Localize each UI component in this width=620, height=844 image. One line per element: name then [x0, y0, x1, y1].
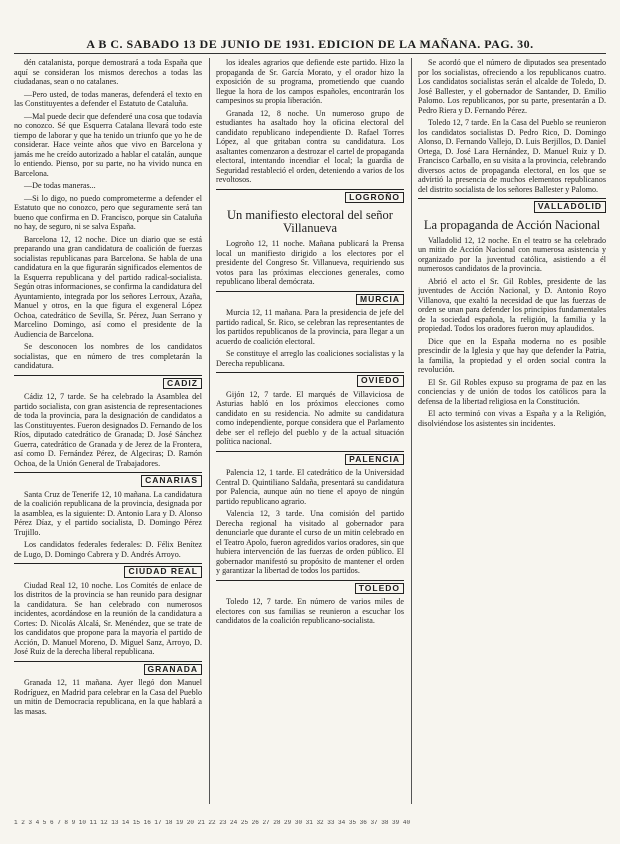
article-paragraph: —Mal puede decir que defenderé una cosa que todavía no conozco. Sé que Esquerra Catalana llevará todo este tiempo de laborar y que ha tenido un triunfo que yo he de considerar. Hace veinte años que vivo en Barcelona y jamás me he creído autorizado a hablar el catalán, aunque lo entiendo. Pienso, por su parte, no ha vivido nunca en Barcelona.: [14, 111, 202, 178]
section-label: GRANADA: [144, 664, 202, 676]
article-paragraph: —Si lo digo, no puedo comprometerme a defender el Estatuto que no conozco, pero que seguramente será tan bueno que confirma en D. Francisco, porque sin Cataluña no hay, de seguro, ni se salva España.: [14, 193, 202, 231]
article-paragraph: Valencia 12, 3 tarde. Una comisión del partido Derecha regional ha visitado al gobernador para denunciarle que durante el curso de un mitin celebrado en el Teatro Apolo, fueron agredidos varios oradores, sin que hubiera intervención de las fuerzas de orden público. El gobernador manifestó su propósito de mantener el orden y garantizar la libertad de todos los partidos.: [216, 509, 404, 575]
article-paragraph: Granada 12, 11 mañana. Ayer llegó don Manuel Rodríguez, en Madrid para celebrar en la Casa del Pueblo un mitin de Democracia republicana, en la que hablará a las masas.: [14, 678, 202, 716]
article-paragraph: Dice que en la España moderna no es posible prescindir de la Iglesia y que hay que defender la Patria, la familia, la propiedad y el orden social contra la revolución.: [418, 336, 606, 374]
footer-strip: 1 2 3 4 5 6 7 8 9 10 11 12 13 14 15 16 17 18 19 20 21 22 23 24 25 26 27 28 29 30 31 32 33 34 35 36 37 38 39 40: [14, 820, 411, 826]
article-paragraph: Cádiz 12, 7 tarde. Se ha celebrado la Asamblea del partido socialista, con gran asistencia de representaciones de toda la provincia, para la designación de candidatos a las Constituyentes. Fueron designados D. Fernando de los Ríos, diputado catedrático de Granada; D. José Sánchez Guerra, catedrático de Granada y de Jerez de la Frontera, así como D. Fernández Pérez, de Algeciras; D. Ramón Ochoa, de la Unión General de Trabajadores.: [14, 392, 202, 468]
section-label: LOGROÑO: [345, 192, 404, 204]
article-paragraph: Barcelona 12, 12 noche. Dice un diario que se está preparando una gran candidatura de coalición de fuerzas socialistas republicanas para Barcelona. Se habla de una candidatura en la que figurarán significados elementos de la Esquerra republicana y del partido radical-socialista. Según otras informaciones, se confirma la candidatura del Ayuntamiento, integrada por los señores Lerroux, Azaña, Manuel y otros, en la que figura el exgeneral López Ochoa, catedrático de Sevilla, Sr. Pérez, Juan Serrano y Marcelino Domingo, así como el presidente de la Audiencia de Barcelona.: [14, 234, 202, 339]
column-1: [14, 58, 202, 804]
page-header: A B C. SABADO 13 DE JUNIO DE 1931. EDICION DE LA MAÑANA. PAG. 30.: [86, 37, 534, 51]
article-paragraph: Abrió el acto el Sr. Gil Robles, presidente de las juventudes de Acción Nacional, y D. Antonio Royo Villanova, que exaltó la necesidad de que las fuerzas de orden se unan para defender los principios fundamentales de la sociedad española, la religión, la familia y la propiedad. Todos los oradores fueron muy aplaudidos.: [418, 276, 606, 333]
article-paragraph: Palencia 12, 1 tarde. El catedrático de la Universidad Central D. Quintiliano Saldaña, presentará su candidatura por Palencia, aunque aún no tiene el apoyo de ningún partido republicano agrario.: [216, 468, 404, 506]
article-paragraph: Murcia 12, 11 mañana. Para la presidencia de jefe del partido radical, Sr. Rico, se celebran las representantes de los partidos republicanos de la provincia, para llegar a un acuerdo de coalición electoral.: [216, 308, 404, 346]
section-label: MURCIA: [356, 294, 404, 306]
section-heading: [14, 563, 202, 578]
article-headline: Un manifiesto electoral del señor Villanueva: [227, 208, 393, 235]
article-paragraph: —Pero usted, de todas maneras, defenderá el texto en las Constituyentes a defender el Estatuto de Cataluña.: [14, 89, 202, 108]
article-paragraph: Toledo 12, 7 tarde. En número de varios miles de electores con sus familias se reunieron a escuchar los candidatos de la coalición republicano-socialista.: [216, 597, 404, 625]
column-3: [418, 58, 606, 804]
section-heading: [216, 580, 404, 595]
section-heading: [14, 375, 202, 390]
article-paragraph: Gijón 12, 7 tarde. El marqués de Villaviciosa de Asturias habló en los próximos elecciones como candidato en su residencia. No admite su candidatura como independiente, porque considera que el Parlamento debe ser el reflejo del pueblo y de la actual situación política nacional.: [216, 389, 404, 446]
article-paragraph: —De todas maneras...: [24, 181, 96, 190]
article-paragraph: Se constituye el arreglo las coaliciones socialistas y la Derecha republicana.: [216, 349, 404, 368]
article-paragraph: Toledo 12, 7 tarde. En la Casa del Pueblo se reunieron los candidatos socialistas D. Pedro Rico, D. Domingo Alonso, D. Fernando Vallejo, D. Luis Berjillos, D. Daniel Ortega, D. José Lara Hernández, D. Manuel Ruiz y D. Francisco Carballo, en su visita a la provincia, celebrando diversos actos de propaganda electoral, en los que se advirtió la presencia de muchos elementos republicanos del distrito socialista de los señores Ballester y Palomo.: [418, 118, 606, 194]
article-paragraph: Los candidatos federales federales: D. Félix Benítez de Lugo, D. Domingo Cabrera y D. Andrés Arroyo.: [14, 540, 202, 559]
article-paragraph: Granada 12, 8 noche. Un numeroso grupo de estudiantes ha asaltado hoy la oficina electoral del candidato republicano independiente D. Rafael Torres López, al que gritaban contra su candidatura. Los asaltantes comenzaron a destrozar el cartel de propaganda electoral, intentando incendiar el local; la guardia de Seguridad restableció el orden, deteniendo a varios de los revoltosos.: [216, 108, 404, 184]
article-paragraph: Valladolid 12, 12 noche. En el teatro se ha celebrado un mitin de Acción Nacional con numerosa asistencia y organizado por la juventud católica, asistiendo a él numerosos candidatos de la provincia.: [418, 235, 606, 273]
column-2: [216, 58, 404, 804]
article-paragraph: Logroño 12, 11 noche. Mañana publicará la Prensa local un manifiesto dirigido a los electores por el presidente del Congreso Sr. Villanueva, requiriendo sus votos para las próximas elecciones generales, como republicano liberal demócrata.: [216, 239, 404, 286]
section-heading: [216, 189, 404, 204]
article-paragraph: El acto terminó con vivas a España y a la Religión, disolviéndose los asistentes sin incidentes.: [418, 409, 606, 428]
article-paragraph: los ideales agrarios que defiende este partido. Hizo la propaganda de Sr. García Morato, y el orador hizo la exposición de su programa, prometiendo que cuando llegue la hora de los campos españoles, encontrarán los campesinos su propia liberación.: [216, 58, 404, 105]
column-divider: [209, 58, 210, 804]
section-label: OVIEDO: [357, 375, 404, 387]
article-paragraph: Se desconocen los nombres de los candidatos socialistas, que en número de tres completarán la candidatura.: [14, 342, 202, 370]
article-paragraph: Ciudad Real 12, 10 noche. Los Comités de enlace de los distritos de la provincia se han reunido para designar la candidatura. Se han celebrado con numerosos incidentes, acordándose en la reunión de la candidatura a Cortes: D. Nicolás Alcalá, Sr. Menéndez, que se trate de los candidatos que propone para la mayoría el partido de Acción, D. Manuel Moreno, D. Miguel Sanz, Arroyo, D. José Ruiz de la derecha liberal republicana.: [14, 580, 202, 656]
section-heading: [418, 198, 606, 213]
section-heading: [216, 451, 404, 466]
section-label: CIUDAD REAL: [124, 566, 202, 578]
section-label: TOLEDO: [355, 583, 404, 595]
article-headline: La propaganda de Acción Nacional: [423, 217, 601, 232]
column-divider: [411, 58, 412, 804]
article-paragraph: dén catalanista, porque demostrará a toda España que aquí se consideran los mismos derechos a todas las ciudadanas, sean o no catalanes.: [14, 58, 202, 86]
section-heading: [216, 291, 404, 306]
section-heading: [14, 472, 202, 487]
section-label: PALENCIA: [345, 454, 404, 466]
section-heading: [14, 661, 202, 676]
header-rule: [14, 53, 606, 54]
section-label: CANARIAS: [141, 475, 202, 487]
section-label: CADIZ: [163, 378, 202, 390]
article-paragraph: Se acordó que el número de diputados sea presentado por los socialistas, ofreciendo a los republicanos cuatro. Los candidatos socialistas serán el alcalde de Toledo, D. José Ballester, y el gobernador de Santander, D. Emilio Palomo. Los republicanos, por su parte, presentarán a D. Pedro Riera y D. Fernando Pérez.: [418, 58, 606, 115]
section-label: VALLADOLID: [534, 201, 606, 213]
article-paragraph: Santa Cruz de Tenerife 12, 10 mañana. La candidatura de la coalición republicana de la provincia, designada por la asamblea, es la siguiente: D. Antonio Lara y D. Alonso Pérez Díaz, y el partido socialista, D. Domingo Pérez Trujillo.: [14, 489, 202, 537]
article-paragraph: El Sr. Gil Robles expuso su programa de paz en las conciencias y de unión de todos los católicos para la defensa de la libertad religiosa en la Constitución.: [418, 377, 606, 406]
section-heading: [216, 372, 404, 387]
